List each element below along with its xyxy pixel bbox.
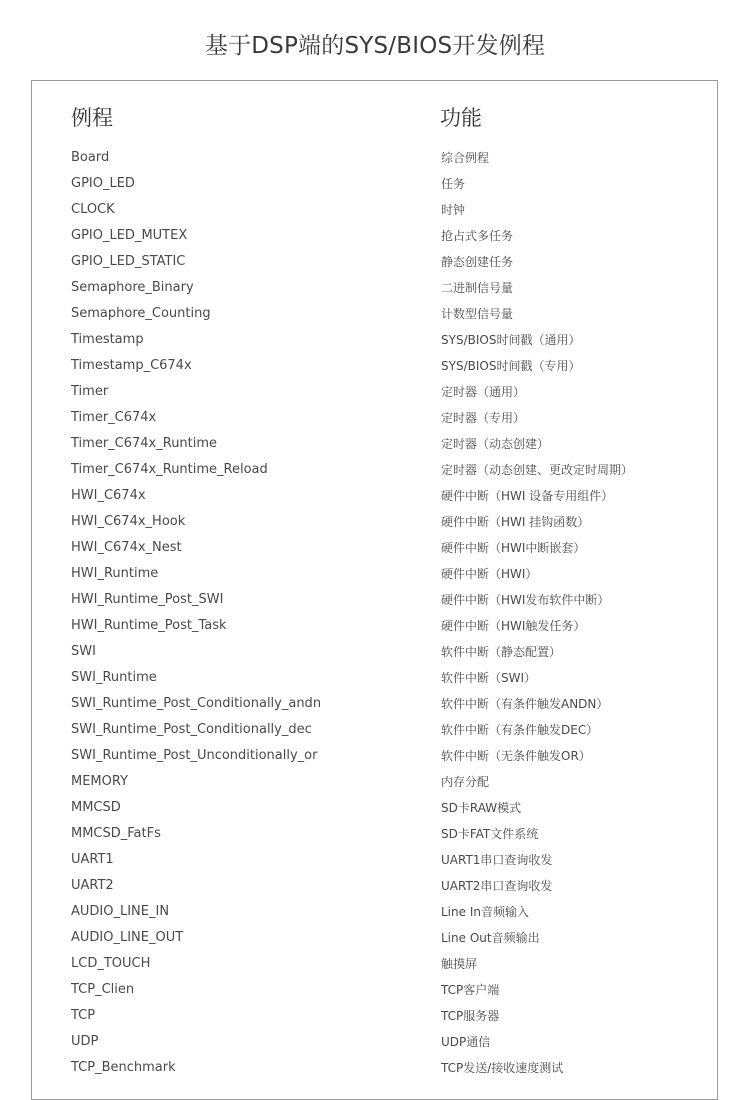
function-cell: 软件中断（有条件触发ANDN）	[441, 697, 609, 711]
function-cell: 定时器（专用）	[441, 411, 526, 425]
function-cell: 软件中断（无条件触发OR）	[441, 749, 591, 763]
example-name-cell: LCD_TOUCH	[71, 956, 151, 971]
example-name-cell: GPIO_LED_MUTEX	[71, 228, 188, 243]
example-name-cell: Timer_C674x_Runtime	[71, 436, 218, 451]
example-name-cell: UART1	[71, 852, 114, 867]
example-name-cell: Semaphore_Counting	[71, 306, 211, 321]
example-name-cell: AUDIO_LINE_IN	[71, 904, 170, 919]
example-name-cell: Timer_C674x_Runtime_Reload	[71, 462, 268, 477]
table-row	[32, 561, 717, 587]
example-name-cell: CLOCK	[71, 202, 115, 217]
function-cell: 综合例程	[441, 151, 490, 165]
function-cell: 硬件中断（HWI）	[441, 567, 538, 581]
function-cell: TCP服务器	[441, 1009, 500, 1023]
example-name-cell: Timer_C674x	[71, 410, 157, 425]
example-name-cell: AUDIO_LINE_OUT	[71, 930, 184, 945]
table-row	[32, 353, 717, 379]
function-cell: 时钟	[441, 203, 466, 217]
function-cell: 硬件中断（HWI发布软件中断）	[441, 593, 610, 607]
table-row	[32, 509, 717, 535]
page-title: 基于DSP端的SYS/BIOS开发例程	[204, 33, 546, 59]
function-cell: 二进制信号量	[441, 281, 514, 295]
table-row	[32, 873, 717, 899]
function-cell: 软件中断（静态配置）	[441, 645, 562, 659]
column-header-example: 例程	[71, 106, 113, 130]
table-row	[32, 223, 717, 249]
table-row	[32, 665, 717, 691]
function-cell: Line Out音频输出	[441, 931, 540, 945]
function-cell: TCP发送/接收速度测试	[441, 1061, 564, 1075]
table-header-row	[32, 103, 717, 133]
example-name-cell: HWI_Runtime	[71, 566, 159, 581]
function-cell: 定时器（动态创建、更改定时周期）	[441, 463, 634, 477]
function-cell: SD卡RAW模式	[441, 801, 522, 815]
table-row	[32, 951, 717, 977]
function-cell: 软件中断（有条件触发DEC）	[441, 723, 599, 737]
table-row	[32, 613, 717, 639]
example-name-cell: SWI	[71, 644, 96, 659]
function-cell: 任务	[441, 177, 466, 191]
table-row	[32, 301, 717, 327]
example-name-cell: SWI_Runtime_Post_Conditionally_andn	[71, 696, 322, 711]
function-cell: 硬件中断（HWI 挂钩函数）	[441, 515, 590, 529]
function-cell: 定时器（通用）	[441, 385, 526, 399]
example-name-cell: SWI_Runtime_Post_Unconditionally_or	[71, 748, 318, 763]
example-name-cell: GPIO_LED_STATIC	[71, 254, 186, 269]
function-cell: SYS/BIOS时间戳（通用）	[441, 333, 581, 347]
table-row	[32, 431, 717, 457]
function-cell: 硬件中断（HWI触发任务）	[441, 619, 586, 633]
example-name-cell: SWI_Runtime_Post_Conditionally_dec	[71, 722, 312, 737]
table-row	[32, 379, 717, 405]
function-cell: 计数型信号量	[441, 307, 514, 321]
example-name-cell: Board	[71, 150, 110, 165]
table-row	[32, 1029, 717, 1055]
column-header-function: 功能	[440, 106, 482, 130]
example-name-cell: HWI_Runtime_Post_Task	[71, 618, 227, 633]
function-cell: 内存分配	[441, 775, 490, 789]
table-row	[32, 327, 717, 353]
table-row	[32, 275, 717, 301]
example-name-cell: UDP	[71, 1034, 99, 1049]
table-row	[32, 171, 717, 197]
example-name-cell: HWI_Runtime_Post_SWI	[71, 592, 224, 607]
function-cell: 硬件中断（HWI 设备专用组件）	[441, 489, 614, 503]
example-name-cell: UART2	[71, 878, 114, 893]
example-name-cell: HWI_C674x	[71, 488, 146, 503]
examples-table	[31, 80, 718, 1100]
table-row	[32, 249, 717, 275]
table-row	[32, 795, 717, 821]
table-row	[32, 821, 717, 847]
example-name-cell: MMCSD	[71, 800, 121, 815]
function-cell: SD卡FAT文件系统	[441, 827, 539, 841]
table-row	[32, 769, 717, 795]
table-row	[32, 197, 717, 223]
function-cell: SYS/BIOS时间戳（专用）	[441, 359, 581, 373]
example-name-cell: GPIO_LED	[71, 176, 135, 191]
function-cell: UDP通信	[441, 1035, 491, 1049]
table-row	[32, 457, 717, 483]
table-row	[32, 587, 717, 613]
table-row	[32, 535, 717, 561]
table-row	[32, 977, 717, 1003]
table-row	[32, 405, 717, 431]
example-name-cell: HWI_C674x_Nest	[71, 540, 182, 555]
example-name-cell: SWI_Runtime	[71, 670, 157, 685]
table-row	[32, 925, 717, 951]
example-name-cell: MMCSD_FatFs	[71, 826, 161, 841]
example-name-cell: TCP	[71, 1008, 96, 1023]
table-body	[32, 145, 717, 1081]
table-row	[32, 743, 717, 769]
example-name-cell: Timestamp_C674x	[71, 358, 192, 373]
function-cell: 硬件中断（HWI中断嵌套）	[441, 541, 586, 555]
table-row	[32, 1055, 717, 1081]
function-cell: UART2串口查询收发	[441, 879, 553, 893]
function-cell: 静态创建任务	[441, 255, 514, 269]
function-cell: TCP客户端	[441, 983, 500, 997]
table-row	[32, 847, 717, 873]
function-cell: 触摸屏	[441, 957, 478, 971]
table-row	[32, 145, 717, 171]
function-cell: Line In音频输入	[441, 905, 529, 919]
function-cell: 定时器（动态创建）	[441, 437, 550, 451]
example-name-cell: TCP_Clien	[71, 982, 135, 997]
example-name-cell: Timer	[71, 384, 109, 399]
function-cell: 软件中断（SWI）	[441, 671, 537, 685]
table-row	[32, 483, 717, 509]
table-row	[32, 899, 717, 925]
table-row	[32, 639, 717, 665]
example-name-cell: HWI_C674x_Hook	[71, 514, 186, 529]
table-row	[32, 1003, 717, 1029]
example-name-cell: MEMORY	[71, 774, 129, 789]
function-cell: UART1串口查询收发	[441, 853, 553, 867]
example-name-cell: TCP_Benchmark	[71, 1060, 176, 1075]
example-name-cell: Semaphore_Binary	[71, 280, 194, 295]
table-row	[32, 691, 717, 717]
function-cell: 抢占式多任务	[441, 229, 514, 243]
table-row	[32, 717, 717, 743]
example-name-cell: Timestamp	[71, 332, 144, 347]
